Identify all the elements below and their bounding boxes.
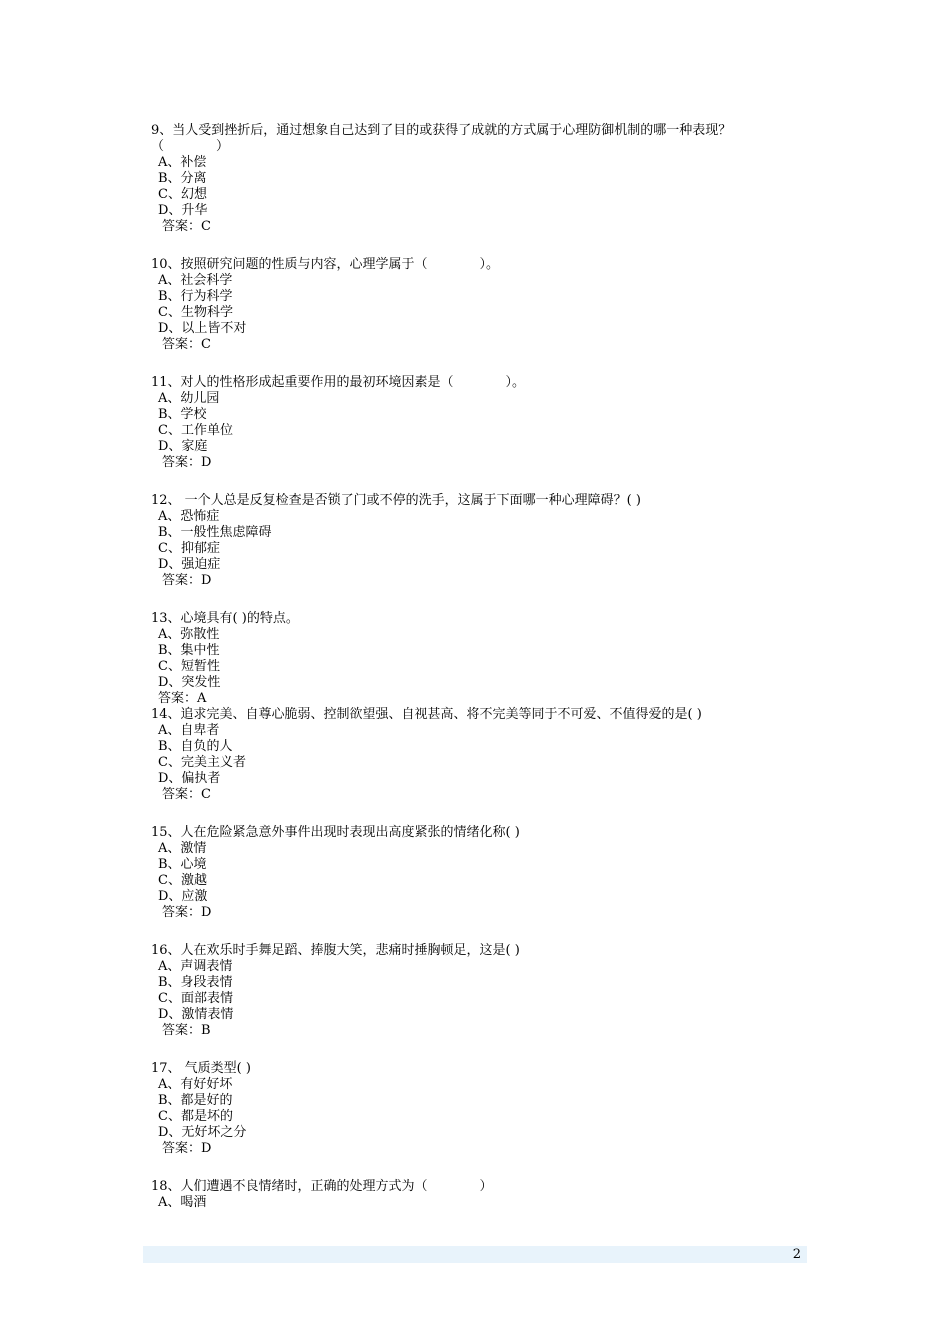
question-text: 10、按照研究问题的性质与内容，心理学属于（ ）。 <box>151 257 500 272</box>
question-13 <box>151 611 801 707</box>
option-c: C、幻想 <box>158 187 207 202</box>
option-d: D、无好坏之分 <box>158 1125 247 1140</box>
answer: 答案：A <box>158 691 207 706</box>
question-text: 13、心境具有( )的特点。 <box>151 611 299 626</box>
option-a: A、社会科学 <box>158 273 233 288</box>
option-c: C、生物科学 <box>158 305 233 320</box>
option-b: B、身段表情 <box>158 975 233 990</box>
option-d: D、偏执者 <box>158 771 221 786</box>
question-text: 18、人们遭遇不良情绪时，正确的处理方式为（ ） <box>151 1179 493 1194</box>
option-c: C、工作单位 <box>158 423 233 438</box>
answer: 答案：D <box>162 573 212 588</box>
option-a: A、喝酒 <box>158 1195 207 1210</box>
option-c: C、抑郁症 <box>158 541 220 556</box>
question-14 <box>151 707 801 803</box>
page-footer <box>143 1246 807 1263</box>
option-d: D、激情表情 <box>158 1007 234 1022</box>
answer: 答案：D <box>162 1141 212 1156</box>
question-9 <box>151 123 801 235</box>
option-d: D、家庭 <box>158 439 208 454</box>
option-c: C、激越 <box>158 873 207 888</box>
option-d: D、强迫症 <box>158 557 221 572</box>
question-text: 16、人在欢乐时手舞足蹈、捧腹大笑，悲痛时捶胸顿足，这是( ) <box>151 943 520 958</box>
question-17 <box>151 1061 801 1157</box>
question-list <box>151 123 801 1211</box>
question-text: 9、当人受到挫折后，通过想象自己达到了目的或获得了成就的方式属于心理防御机制的哪一种表现？ <box>151 123 732 138</box>
question-16 <box>151 943 801 1039</box>
option-a: A、有好好坏 <box>158 1077 233 1092</box>
question-15 <box>151 825 801 921</box>
option-c: C、完美主义者 <box>158 755 246 770</box>
answer: 答案：B <box>162 1023 211 1038</box>
option-a: A、激情 <box>158 841 207 856</box>
option-b: B、集中性 <box>158 643 220 658</box>
option-c: C、都是坏的 <box>158 1109 233 1124</box>
answer: 答案：C <box>162 787 211 802</box>
option-d: D、应激 <box>158 889 208 904</box>
option-a: A、恐怖症 <box>158 509 220 524</box>
answer: 答案：C <box>162 337 211 352</box>
question-10 <box>151 257 801 353</box>
option-a: A、自卑者 <box>158 723 220 738</box>
option-a: A、幼儿园 <box>158 391 220 406</box>
question-11 <box>151 375 801 471</box>
option-c: C、面部表情 <box>158 991 233 1006</box>
question-12 <box>151 493 801 589</box>
question-text: 17、 气质类型( ) <box>151 1061 251 1076</box>
option-d: D、突发性 <box>158 675 221 690</box>
option-d: D、以上皆不对 <box>158 321 247 336</box>
option-b: B、一般性焦虑障碍 <box>158 525 272 540</box>
question-text: 12、 一个人总是反复检查是否锁了门或不停的洗手，这属于下面哪一种心理障碍？( ) <box>151 493 641 508</box>
option-a: A、补偿 <box>158 155 207 170</box>
option-a: A、声调表情 <box>158 959 233 974</box>
answer: 答案：D <box>162 905 212 920</box>
answer: 答案：D <box>162 455 212 470</box>
option-c: C、短暂性 <box>158 659 220 674</box>
option-b: B、都是好的 <box>158 1093 233 1108</box>
question-text: 15、人在危险紧急意外事件出现时表现出高度紧张的情绪化称( ) <box>151 825 520 840</box>
page-number: 2 <box>792 1247 801 1262</box>
option-b: B、心境 <box>158 857 207 872</box>
answer: 答案：C <box>162 219 211 234</box>
question-text-continued: （ ） <box>151 139 230 154</box>
option-b: B、学校 <box>158 407 207 422</box>
option-b: B、行为科学 <box>158 289 233 304</box>
option-b: B、自负的人 <box>158 739 233 754</box>
option-a: A、弥散性 <box>158 627 220 642</box>
question-text: 11、对人的性格形成起重要作用的最初环境因素是（ ）。 <box>151 375 526 390</box>
option-b: B、分离 <box>158 171 207 186</box>
option-d: D、升华 <box>158 203 208 218</box>
question-text: 14、追求完美、自尊心脆弱、控制欲望强、自视甚高、将不完美等同于不可爱、不值得爱的是( ) <box>151 707 702 722</box>
question-18 <box>151 1179 801 1211</box>
